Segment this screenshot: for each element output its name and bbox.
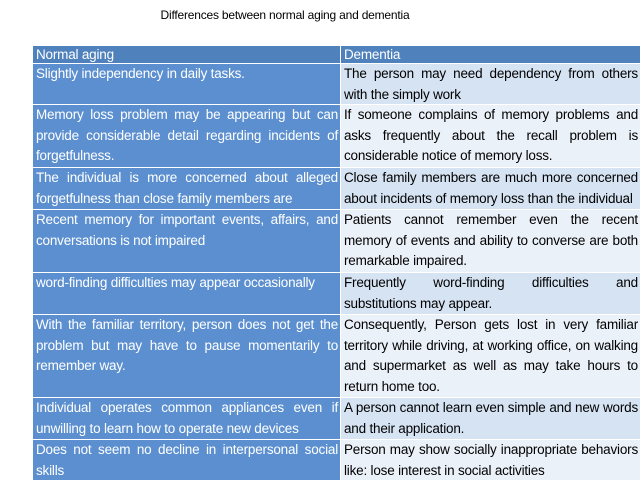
header-dementia: Dementia bbox=[341, 46, 640, 63]
dementia-cell: Person may show socially inappropriate behaviors like: lose interest in social activities bbox=[341, 440, 640, 480]
normal-aging-cell: Individual operates common appliances even if unwilling to learn how to operate new devices bbox=[33, 398, 341, 439]
table-row bbox=[33, 105, 640, 168]
normal-aging-cell: Recent memory for important events, affairs, and conversations is not impaired bbox=[33, 210, 341, 272]
page-title: Differences between normal aging and dementia bbox=[160, 8, 410, 22]
normal-aging-cell: Slightly independency in daily tasks. bbox=[33, 64, 341, 104]
dementia-cell: Frequently word-finding difficulties and substitutions may appear. bbox=[341, 273, 640, 314]
header-normal-aging: Normal aging bbox=[33, 46, 341, 63]
dementia-cell: Patients cannot remember even the recent memory of events and ability to converse are both remarkable impaired. bbox=[341, 210, 640, 272]
dementia-cell: Consequently, Person gets lost in very familiar territory while driving, at working office, on walking and supermarket as well as may take hours to return home too. bbox=[341, 315, 640, 397]
dementia-cell: Close family members are much more concerned about incidents of memory loss than the individual bbox=[341, 168, 640, 209]
table-header-row bbox=[33, 46, 640, 64]
table-row bbox=[33, 440, 640, 481]
normal-aging-cell: word-finding difficulties may appear occasionally bbox=[33, 273, 341, 314]
table-row bbox=[33, 273, 640, 315]
normal-aging-cell: With the familiar territory, person does not get the problem but may have to pause momentarily to remember way. bbox=[33, 315, 341, 397]
normal-aging-cell: The individual is more concerned about alleged forgetfulness than close family members are bbox=[33, 168, 341, 209]
dementia-cell: A person cannot learn even simple and new words and their application. bbox=[341, 398, 640, 439]
table-row bbox=[33, 210, 640, 273]
normal-aging-cell: Memory loss problem may be appearing but can provide considerable detail regarding incidents of forgetfulness. bbox=[33, 105, 341, 167]
table-row bbox=[33, 168, 640, 210]
normal-aging-cell: Does not seem no decline in interpersonal social skills bbox=[33, 440, 341, 480]
dementia-cell: The person may need dependency from others with the simply work bbox=[341, 64, 640, 104]
dementia-cell: If someone complains of memory problems and asks frequently about the recall problem is considerable notice of memory loss. bbox=[341, 105, 640, 167]
table-row bbox=[33, 64, 640, 105]
table-row bbox=[33, 398, 640, 440]
comparison-table bbox=[33, 46, 640, 481]
table-row bbox=[33, 315, 640, 398]
